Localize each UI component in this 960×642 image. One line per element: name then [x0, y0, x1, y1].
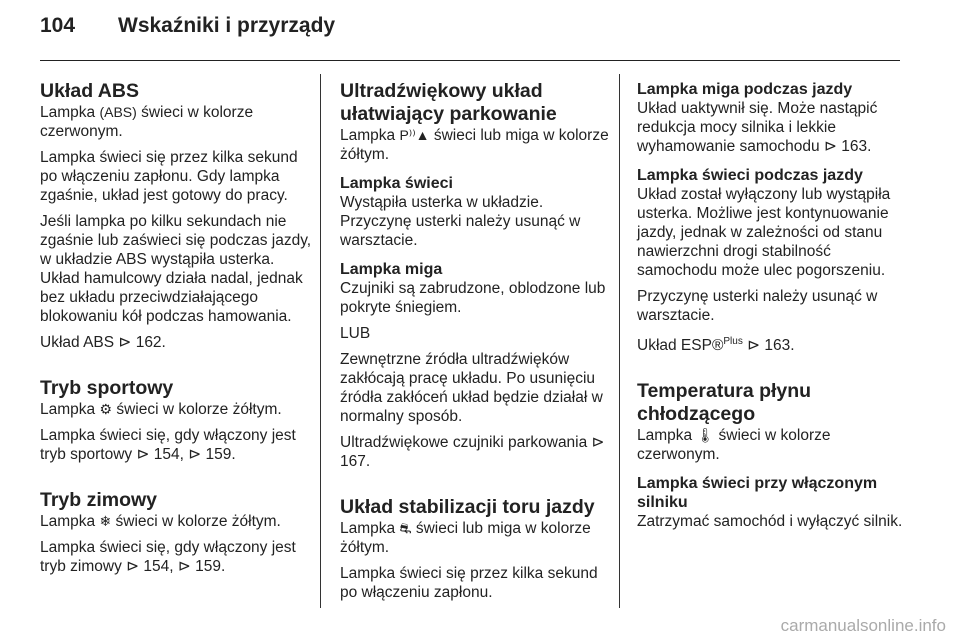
watermark: carmanualsonline.info — [780, 616, 946, 635]
parking-assist-icon: P⁾⁾▲ — [399, 127, 430, 143]
winter-mode-icon: ❄ — [99, 513, 112, 529]
coolant-temperature-icon: 🌡 — [696, 427, 715, 444]
parking-heading: Ultradźwiękowy układ ułatwiający parkowanie — [340, 80, 557, 125]
column-divider-1 — [320, 74, 321, 608]
lamp-on-paragraph: Wystąpiła usterka w układzie. Przyczynę usterki należy usunąć w warsztacie. — [340, 194, 581, 249]
on-drive-heading: Lampka świeci podczas jazdy — [637, 167, 863, 184]
column-2 — [340, 74, 612, 609]
lamp-on-heading: Lampka świeci — [340, 175, 453, 192]
blink-drive-heading: Lampka miga podczas jazdy — [637, 81, 853, 98]
sport-paragraph-2: Lampka świeci się, gdy włączony jest tryb sportowy ⊳ 154, ⊳ 159. — [40, 427, 296, 463]
blink-drive-paragraph: Układ uaktywnił się. Może nastąpić redukcja mocy silnika i lekkie wyhamowanie samochodu ⊳ 163. — [637, 100, 878, 155]
page-number: 104 — [40, 14, 76, 37]
esp-paragraph-2: Lampka świeci się przez kilka sekund po włączeniu zapłonu. — [340, 565, 598, 601]
lamp-blink-or: LUB — [340, 325, 371, 342]
lamp-blink-paragraph-3: Ultradźwiękowe czujniki parkowania ⊳ 167. — [340, 434, 605, 470]
lamp-blink-paragraph-1: Czujniki są zabrudzone, oblodzone lub pokryte śniegiem. — [340, 280, 606, 316]
abs-heading: Układ ABS — [40, 80, 139, 102]
sport-mode-icon: ⚙ — [99, 401, 113, 417]
abs-paragraph-2: Lampka świeci się przez kilka sekund po włączeniu zapłonu. Gdy lampka zgaśnie, układ jest gotowy do pracy. — [40, 149, 298, 204]
lamp-blink-paragraph-2: Zewnętrzne źródła ultradźwięków zakłócają pracę układu. Po usunięciu źródła zakłóceń układ będzie działał w normalny sposób. — [340, 351, 603, 425]
abs-warning-icon: (ABS) — [99, 104, 137, 120]
winter-paragraph-2: Lampka świeci się, gdy włączony jest tryb zimowy ⊳ 154, ⊳ 159. — [40, 539, 296, 575]
abs-reference: Układ ABS ⊳ 162. — [40, 334, 166, 351]
column-1 — [40, 74, 312, 583]
esp-plus-reference: Układ ESP®$^{Plus}$ ⊳ 163. — [637, 336, 795, 355]
coolant-lamp-text: Lampka 🌡 świeci w kolorze czerwonym. — [637, 427, 831, 464]
page-title: Wskaźniki i przyrządy — [118, 14, 336, 37]
page-header — [40, 14, 335, 48]
winter-heading: Tryb zimowy — [40, 489, 158, 511]
abs-lamp-text: Lampka (ABS) świeci w kolorze czerwonym. — [40, 104, 254, 140]
sport-lamp-text: Lampka ⚙ świeci w kolorze żółtym. — [40, 401, 282, 418]
stability-control-icon: ⛐ — [399, 520, 412, 536]
coolant-subheading: Lampka świeci przy włączonym silniku — [637, 475, 878, 512]
on-drive-paragraph-1: Układ został wyłączony lub wystąpiła usterka. Możliwe jest kontynuowanie jazdy, jednak w zależności od stanu nawierzchni drogi stabilność samochodu może ulec pogorszeniu. — [637, 186, 891, 279]
esp-heading: Układ stabilizacji toru jazdy — [340, 496, 595, 518]
on-drive-paragraph-2: Przyczynę usterki należy usunąć w warsztacie. — [637, 288, 878, 324]
lamp-blink-heading: Lampka miga — [340, 261, 443, 278]
winter-lamp-text: Lampka ❄ świeci w kolorze żółtym. — [40, 513, 281, 530]
column-3 — [637, 74, 909, 538]
esp-lamp-text: Lampka ⛐ świeci lub miga w kolorze żółtym. — [340, 520, 591, 556]
header-divider — [40, 60, 900, 61]
sport-heading: Tryb sportowy — [40, 377, 174, 399]
abs-paragraph-3: Jeśli lampka po kilku sekundach nie zgaśnie lub zaświeci się podczas jazdy, w układzie ABS wystąpiła usterka. Układ hamulcowy działa nadal, jednak bez układu przeciwdziałającego blokowaniu kół podczas hamowania. — [40, 213, 312, 325]
parking-lamp-text: Lampka P⁾⁾▲ świeci lub miga w kolorze żółtym. — [340, 127, 609, 163]
coolant-paragraph-2: Zatrzymać samochód i wyłączyć silnik. — [637, 513, 903, 531]
column-divider-2 — [619, 74, 620, 608]
coolant-heading: Temperatura płynu chłodzącego — [637, 380, 812, 426]
